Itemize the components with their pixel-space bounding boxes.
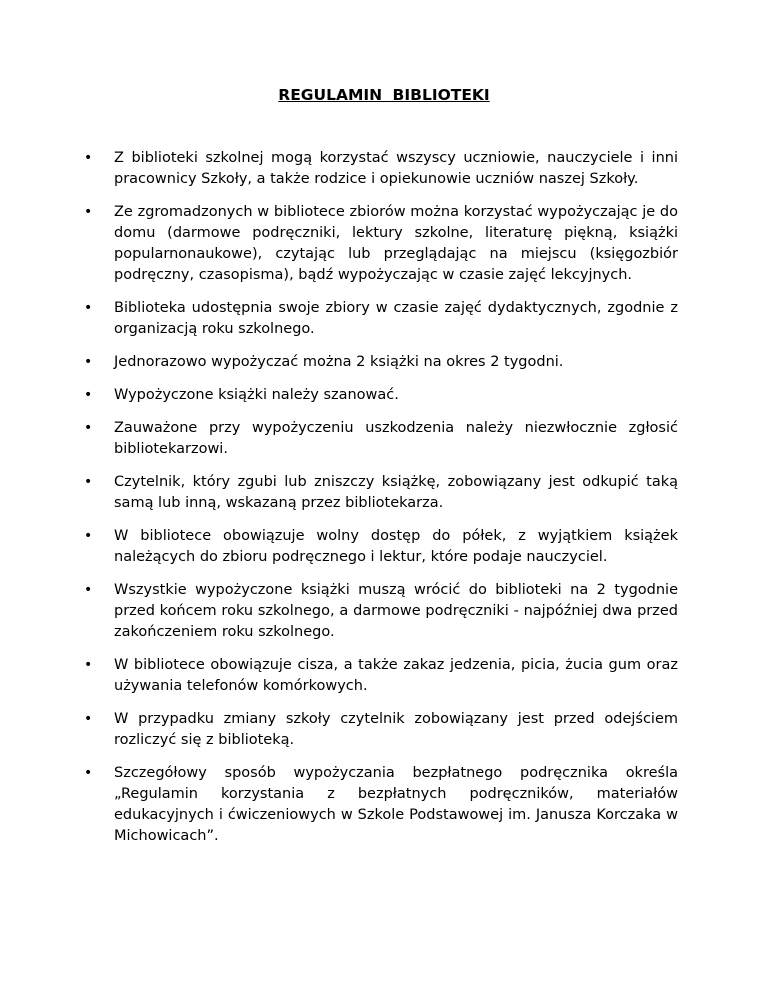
list-item <box>84 763 678 847</box>
rule-text: Czytelnik, który zgubi lub zniszczy książkę, zobowiązany jest odkupić taką samą lub inną, wskazaną przez bibliotekarza. <box>114 474 678 511</box>
bullet-icon: • <box>84 150 93 166</box>
bullet-icon: • <box>84 657 93 673</box>
bullet-icon: • <box>84 420 93 436</box>
bullet-icon: • <box>84 582 93 598</box>
rule-text: W przypadku zmiany szkoły czytelnik zobowiązany jest przed odejściem rozliczyć się z biblioteką. <box>114 711 678 748</box>
rule-text: Z biblioteki szkolnej mogą korzystać wszyscy uczniowie, nauczyciele i inni pracownicy Szkoły, a także rodzice i opiekunowie uczniów naszej Szkoły. <box>114 150 678 187</box>
list-item <box>84 655 678 697</box>
rule-text: Biblioteka udostępnia swoje zbiory w czasie zajęć dydaktycznych, zgodnie z organizacją roku szkolnego. <box>114 300 678 337</box>
bullet-icon: • <box>84 354 93 370</box>
bullet-icon: • <box>84 711 93 727</box>
bullet-icon: • <box>84 387 93 403</box>
list-item <box>84 298 678 340</box>
list-item <box>84 202 678 286</box>
rules-list <box>84 148 678 859</box>
rule-text: Ze zgromadzonych w bibliotece zbiorów można korzystać wypożyczając je do domu (darmowe podręczniki, lektury szkolne, literaturę piękną, książki popularnonaukowe), czytając lub przeglądając na miejscu (księgozbiór podręczny, czasopisma), bądź wypożyczając w czasie zajęć lekcyjnych. <box>114 204 678 283</box>
page-title: REGULAMIN BIBLIOTEKI <box>278 86 490 104</box>
list-item <box>84 709 678 751</box>
bullet-icon: • <box>84 204 93 220</box>
bullet-icon: • <box>84 528 93 544</box>
list-item <box>84 526 678 568</box>
bullet-icon: • <box>84 765 93 781</box>
rule-text: Wszystkie wypożyczone książki muszą wrócić do biblioteki na 2 tygodnie przed końcem roku szkolnego, a darmowe podręczniki - najpóźniej dwa przed zakończeniem roku szkolnego. <box>114 582 678 640</box>
rule-text: Jednorazowo wypożyczać można 2 książki na okres 2 tygodni. <box>114 354 564 370</box>
rule-text: W bibliotece obowiązuje cisza, a także zakaz jedzenia, picia, żucia gum oraz używania telefonów komórkowych. <box>114 657 678 694</box>
rule-text: Zauważone przy wypożyczeniu uszkodzenia należy niezwłocznie zgłosić bibliotekarzowi. <box>114 420 678 457</box>
list-item <box>84 385 678 406</box>
bullet-icon: • <box>84 300 93 316</box>
bullet-icon: • <box>84 474 93 490</box>
list-item <box>84 472 678 514</box>
list-item <box>84 148 678 190</box>
rule-text: Wypożyczone książki należy szanować. <box>114 387 399 403</box>
list-item <box>84 580 678 643</box>
rule-text: W bibliotece obowiązuje wolny dostęp do półek, z wyjątkiem książek należących do zbioru podręcznego i lektur, które podaje nauczyciel. <box>114 528 678 565</box>
list-item <box>84 352 678 373</box>
rule-text: Szczegółowy sposób wypożyczania bezpłatnego podręcznika określa „Regulamin korzystania z bezpłatnych podręczników, materiałów edukacyjnych i ćwiczeniowych w Szkole Podstawowej im. Janusza Korczaka w Michowicach”. <box>114 765 678 844</box>
list-item <box>84 418 678 460</box>
